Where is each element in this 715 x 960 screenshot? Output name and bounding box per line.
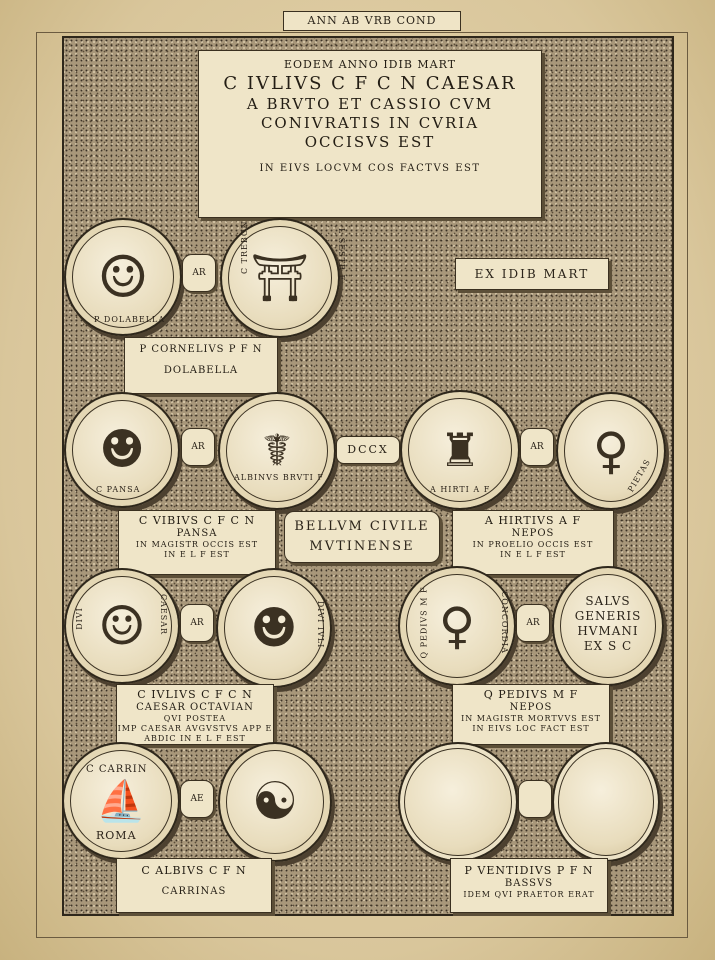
plaque-hirtius-line2: NEPOS <box>511 528 555 539</box>
coin-salus-wreath <box>552 566 664 686</box>
bellum-line2: MVTINENSE <box>309 539 415 554</box>
coin-legend-trebon: C TREBON <box>240 220 249 274</box>
bellum-line1: BELLVM CIVILE <box>294 519 430 534</box>
coin-divi-iuli-portrait <box>216 568 332 688</box>
plaque-octavian-line3: QVI POSTEA <box>163 714 227 723</box>
plaque-pansa-line2: PANSA <box>176 528 218 539</box>
link-ornament-2: AR <box>181 428 215 466</box>
title-line-6: IN EIVS LOCVM COS FACTVS EST <box>259 163 481 174</box>
coin-pietas-head <box>556 392 666 510</box>
salus-legend <box>554 594 662 654</box>
plaque-ventidius-line2: BASSVS <box>504 878 554 889</box>
coin-hirtius-sacrifice <box>400 390 520 510</box>
coin-pansa-pan <box>64 392 180 508</box>
coin-pedius-concordia <box>398 566 516 686</box>
coin-blank-1 <box>398 742 518 862</box>
coin-legend-hirti: A HIRTI A F <box>430 485 491 494</box>
portrait-icon: ☺ <box>97 243 149 311</box>
plaque-dolabella-line1: P CORNELIVS P F N <box>139 344 263 355</box>
ex-idib-plaque: EX IDIB MART <box>455 258 609 290</box>
plaque-octavian <box>116 684 274 745</box>
coin-legend-divi-iuli: DIVI IVLI <box>315 600 325 649</box>
salus-line2: GENERIS <box>574 609 642 623</box>
plaque-pansa-line1: C VIBIVS C F C N <box>138 514 256 527</box>
coin-legend-caesar: CAESAR <box>158 593 168 636</box>
plaque-pedius-line2: NEPOS <box>509 702 553 713</box>
coin-legend-pedius: Q PEDIVS M F <box>419 586 429 659</box>
portrait-icon: ☺ <box>97 594 147 658</box>
coin-carrinas-ship <box>62 742 180 860</box>
coin-octavian-portrait <box>64 568 180 684</box>
coin-dolabella-portrait <box>64 218 182 336</box>
plaque-dolabella <box>124 337 278 394</box>
link-ornament-7 <box>518 780 552 818</box>
title-line-3: A BRVTO ET CASSIO CVM <box>246 95 494 113</box>
coin-albinus-hands <box>218 392 336 510</box>
plaque-pedius-line3: IN MAGISTR MORTVVS EST <box>461 714 601 723</box>
plaque-dolabella-line2: DOLABELLA <box>163 365 239 376</box>
janus-head-icon: ☯ <box>251 772 299 832</box>
coin-legend-carrin: C CARRIN <box>86 764 148 775</box>
plaque-albius <box>116 858 272 913</box>
salus-line1: SALVS <box>585 594 631 608</box>
plaque-pedius <box>452 684 610 745</box>
female-head-icon: ♀ <box>592 422 630 480</box>
plaque-hirtius-line4: IN E L F EST <box>500 550 566 559</box>
title-line-2: C IVLIVS C F C N CAESAR <box>223 73 517 94</box>
coin-blank-2 <box>552 742 660 862</box>
coin-legend-concordia: CONCORDIA <box>500 591 510 654</box>
coin-legend-pietas: PIETAS <box>626 457 653 494</box>
plaque-pedius-line1: Q PEDIVS M F <box>483 688 579 701</box>
pan-head-icon: ☻ <box>98 420 146 480</box>
plaque-ventidius <box>450 858 608 913</box>
plaque-octavian-line4: IMP CAESAR AVGVSTVS APP E <box>117 724 273 733</box>
ship-prow-icon: ⛵ <box>96 778 146 825</box>
title-line-1: EODEM ANNO IDIB MART <box>283 58 457 71</box>
link-ornament-1: AR <box>182 254 216 292</box>
plaque-ventidius-line3: IDEM QVI PRAETOR ERAT <box>463 890 595 899</box>
coin-janus-head <box>218 742 332 862</box>
plaque-ventidius-line1: P VENTIDIVS P F N <box>464 864 594 877</box>
title-line-4: CONIVRATIS IN CVRIA <box>260 114 480 132</box>
coin-legend-albinus: ALBINVS BRVTI F <box>234 473 324 482</box>
coin-legend-lsestr: L SESTR F <box>336 227 346 282</box>
plaque-pansa <box>118 510 276 575</box>
veiled-head-icon: ♀ <box>438 597 476 655</box>
link-ornament-6: AE <box>180 780 214 818</box>
temple-icon: ⛩ <box>250 250 310 305</box>
bellum-civile-plaque <box>284 511 440 563</box>
link-ornament-4: AR <box>180 604 214 642</box>
plaque-octavian-line5: ABDIC IN E L F EST <box>144 734 246 743</box>
salus-line3: HVMANI <box>577 624 639 638</box>
clasped-hands-icon: ☤ <box>262 425 292 477</box>
coin-legend-dolabella: P DOLABELLA <box>94 315 166 324</box>
dccx-plaque: DCCX <box>336 436 400 464</box>
title-line-5: OCCISVS EST <box>304 133 436 151</box>
figures-icon: ♜ <box>439 423 481 477</box>
plaque-pansa-line4: IN E L F EST <box>164 550 230 559</box>
plaque-hirtius <box>452 510 614 575</box>
plaque-albius-line2: CARRINAS <box>161 886 227 897</box>
coin-trebonius-temple <box>220 218 346 338</box>
link-ornament-3: AR <box>520 428 554 466</box>
plaque-octavian-line2: CAESAR OCTAVIAN <box>136 702 254 713</box>
plaque-hirtius-line3: IN PROELIO OCCIS EST <box>472 540 594 549</box>
coin-legend-divi: DIVI <box>74 607 84 630</box>
salus-line4: EX S C <box>583 639 633 653</box>
plaque-pedius-line4: IN EIVS LOC FACT EST <box>472 724 590 733</box>
header-label: ANN AB VRB COND <box>283 11 461 31</box>
coin-legend-pansa: C PANSA <box>96 485 141 494</box>
plaque-octavian-line1: C IVLIVS C F C N <box>137 688 253 701</box>
laureate-head-icon: ☻ <box>249 596 299 660</box>
plaque-albius-line1: C ALBIVS C F N <box>141 864 247 877</box>
coin-legend-roma: ROMA <box>96 829 137 842</box>
title-plaque <box>198 50 542 218</box>
plaque-hirtius-line1: A HIRTIVS A F <box>484 514 582 527</box>
plaque-pansa-line3: IN MAGISTR OCCIS EST <box>135 540 259 549</box>
link-ornament-5: AR <box>516 604 550 642</box>
